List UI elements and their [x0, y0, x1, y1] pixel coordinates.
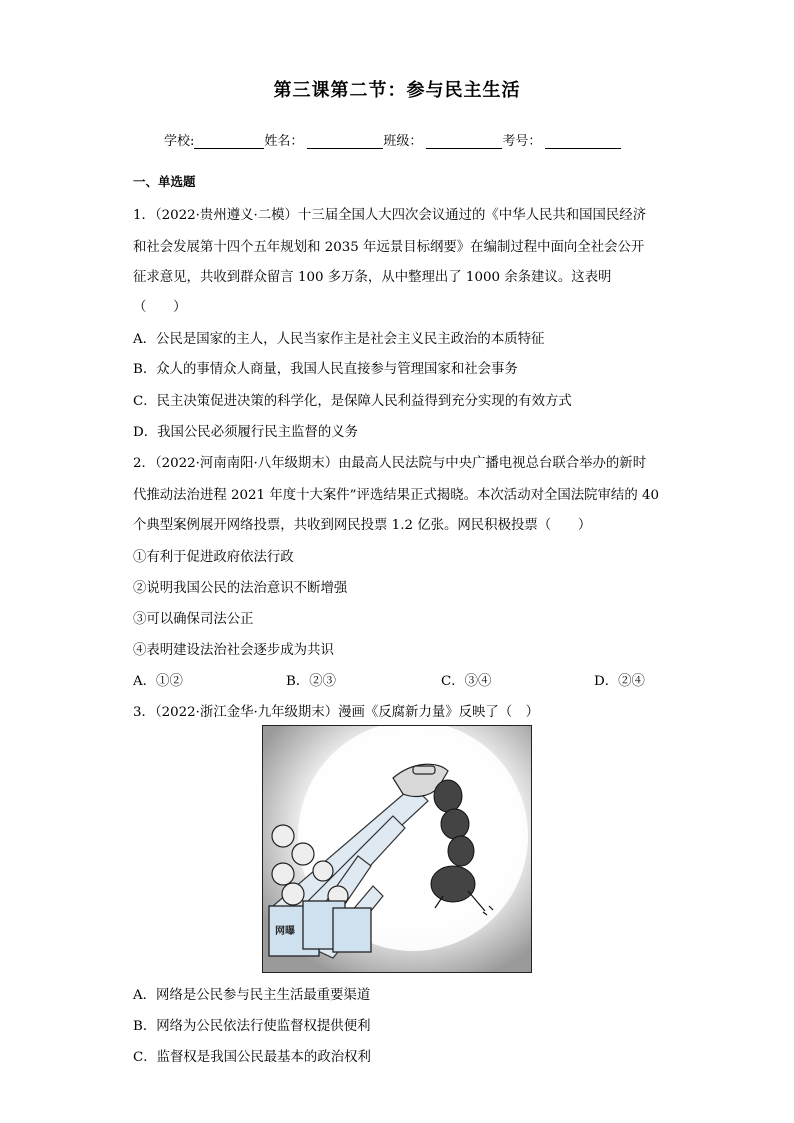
class-label: 班级： — [383, 134, 423, 149]
q2-option-d[interactable]: D．②④ — [594, 674, 645, 689]
number-blank[interactable] — [545, 134, 621, 149]
name-label: 姓名： — [264, 134, 304, 149]
q1-option-c[interactable]: C．民主决策促进决策的科学化，是保障人民利益得到充分实现的有效方式 — [133, 394, 572, 409]
class-blank[interactable] — [426, 134, 502, 149]
q2-stem-line: 2．（2022·河南南阳·八年级期末）由最高人民法院与中央广播电视总台联合举办的新时 — [133, 456, 647, 471]
q3-option-c[interactable]: C．监督权是我国公民最基本的政治权利 — [133, 1050, 371, 1065]
cartoon-image — [262, 725, 532, 973]
q2-stem-line: 个典型案例展开网络投票，共收到网民投票 1.2 亿张。网民积极投票（ ） — [133, 518, 592, 533]
monitor-label: 网曝 — [275, 926, 295, 937]
q2-item: ①有利于促进政府依法行政 — [133, 550, 294, 565]
school-label: 学校: — [164, 134, 195, 149]
q2-option-a[interactable]: A．①② — [133, 674, 183, 689]
q1-stem-line: 和社会发展第十四个五年规划和 2035 年远景目标纲要》在编制过程中面向全社会公开 — [133, 240, 645, 255]
number-label: 考号： — [502, 134, 542, 149]
q2-option-c[interactable]: C．③④ — [441, 674, 492, 689]
cartoon-drawing — [263, 726, 532, 973]
q1-stem-line: 征求意见，共收到群众留言 100 多万条，从中整理出了 1000 余条建议。这表明 — [133, 270, 612, 285]
q2-item: ③可以确保司法公正 — [133, 612, 254, 627]
q1-stem-line: （ ） — [133, 300, 187, 315]
q1-stem-line: 1．（2022·贵州遵义·二模）十三届全国人大四次会议通过的《中华人民共和国国民经济 — [133, 208, 647, 223]
q2-stem-line: 代推动法治进程 2021 年度十大案件”评选结果正式揭晓。本次活动对全国法院审结的 40 — [133, 488, 660, 503]
page-title: 第三课第二节：参与民主生活 — [273, 80, 521, 101]
q1-option-b[interactable]: B．众人的事情众人商量，我国人民直接参与管理国家和社会事务 — [133, 362, 518, 377]
school-blank[interactable] — [194, 134, 264, 149]
q3-option-a[interactable]: A．网络是公民参与民主生活最重要渠道 — [133, 988, 371, 1003]
q3-option-b[interactable]: B．网络为公民依法行使监督权提供便利 — [133, 1019, 371, 1034]
q1-option-a[interactable]: A．公民是国家的主人，人民当家作主是社会主义民主政治的本质特征 — [133, 332, 545, 347]
student-info-line — [164, 130, 621, 149]
name-blank[interactable] — [307, 134, 383, 149]
q1-option-d[interactable]: D．我国公民必须履行民主监督的义务 — [133, 425, 358, 440]
q2-item: ②说明我国公民的法治意识不断增强 — [133, 581, 348, 596]
q3-stem: 3．（2022·浙江金华·九年级期末）漫画《反腐新力量》反映了（ ） — [133, 705, 539, 720]
q2-item: ④表明建设法治社会逐步成为共识 — [133, 643, 334, 658]
q2-option-b[interactable]: B．②③ — [286, 674, 337, 689]
section-heading: 一、单选题 — [133, 174, 196, 189]
